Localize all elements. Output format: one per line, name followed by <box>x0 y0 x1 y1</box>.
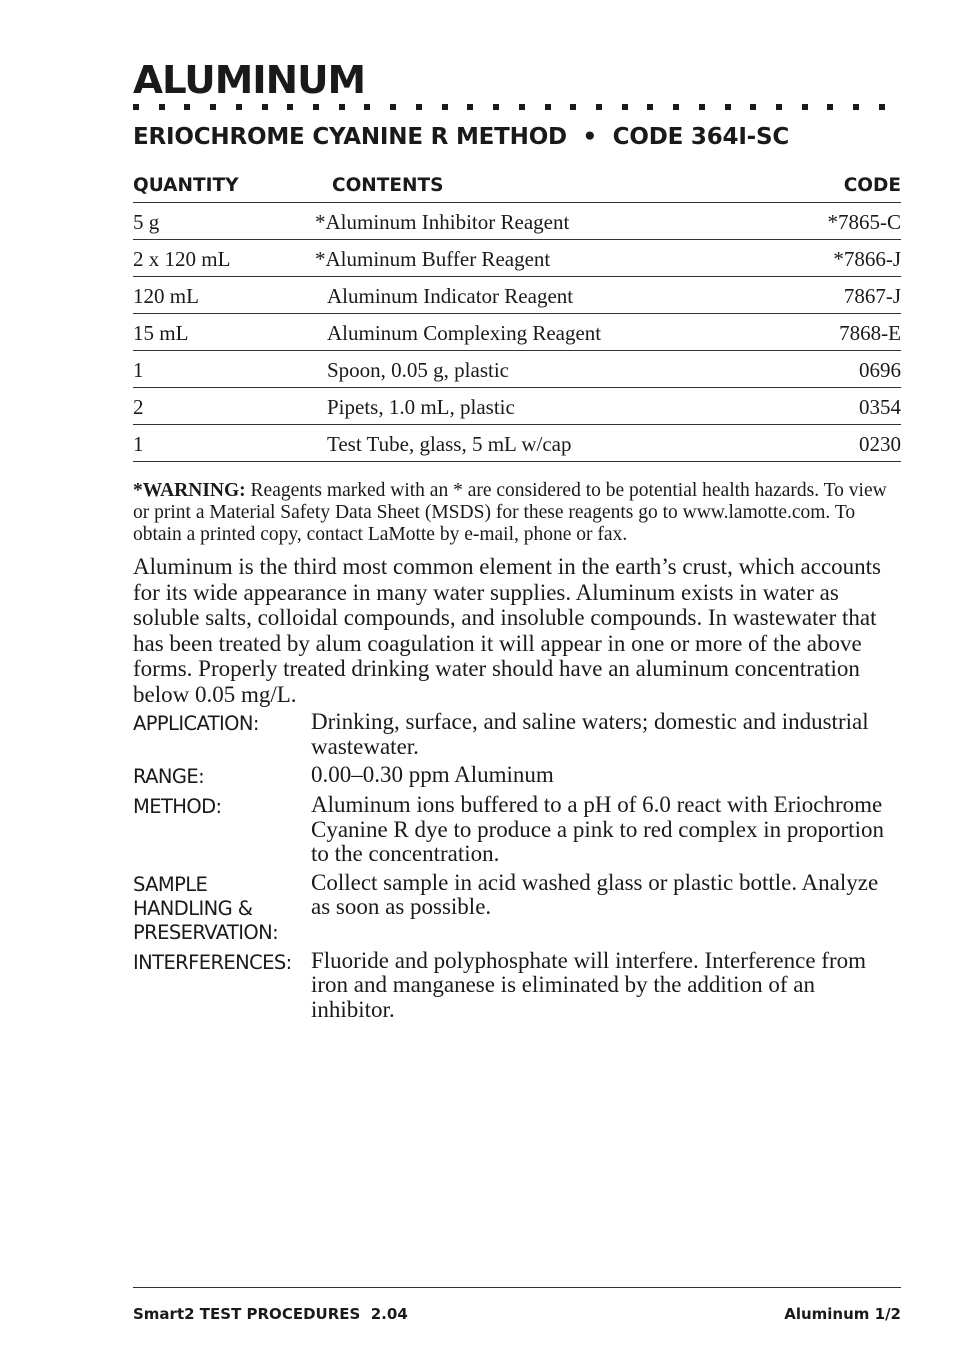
contents-cell: Aluminum Indicator Reagent <box>315 277 781 314</box>
table-row <box>133 314 901 351</box>
definition-term: METHOD: <box>133 795 222 818</box>
dot <box>519 104 525 110</box>
dot <box>184 104 190 110</box>
dot <box>776 104 782 110</box>
footer-left: Smart2 TEST PROCEDURES 2.04 <box>133 1305 408 1323</box>
page-footer <box>133 1305 901 1323</box>
quantity-header: QUANTITY <box>133 172 315 203</box>
dot <box>596 104 602 110</box>
table-row <box>133 203 901 240</box>
dotted-rule <box>133 102 885 112</box>
dot <box>545 104 551 110</box>
code-cell: *7865-C <box>781 203 901 240</box>
definition-row <box>133 793 901 867</box>
dot <box>622 104 628 110</box>
dot <box>313 104 319 110</box>
quantity-cell: 120 mL <box>133 277 315 314</box>
dot <box>853 104 859 110</box>
definition-description: Collect sample in acid washed glass or plastic bottle. Analyze as soon as possible. <box>311 869 879 919</box>
warning-label: *WARNING: <box>133 480 246 501</box>
page-title: ALUMINUM <box>133 58 366 102</box>
contents-cell: Test Tube, glass, 5 mL w/cap <box>315 425 781 462</box>
dot <box>570 104 576 110</box>
table-row <box>133 240 901 277</box>
definition-term: SAMPLE HANDLING & PRESERVATION: <box>133 872 279 944</box>
warning-note <box>133 480 901 546</box>
dot <box>827 104 833 110</box>
table-header-row <box>133 172 901 203</box>
dot <box>390 104 396 110</box>
definition-term: RANGE: <box>133 765 205 788</box>
dot <box>210 104 216 110</box>
quantity-cell: 1 <box>133 351 315 388</box>
code-cell: 0230 <box>781 425 901 462</box>
code-cell: 0696 <box>781 351 901 388</box>
definition-description: Aluminum ions buffered to a pH of 6.0 react with Eriochrome Cyanine R dye to produce a pink to red complex in proportion to the concentration. <box>311 792 884 866</box>
code-header: CODE <box>781 172 901 203</box>
definition-list <box>133 710 901 1022</box>
dot <box>442 104 448 110</box>
method-subtitle: ERIOCHROME CYANINE R METHOD • CODE 364I-SC <box>133 124 790 150</box>
definition-row <box>133 949 901 1023</box>
dot <box>262 104 268 110</box>
definition-term: INTERFERENCES: <box>133 950 292 974</box>
contents-header: CONTENTS <box>315 172 781 203</box>
dot <box>416 104 422 110</box>
dot <box>647 104 653 110</box>
definition-row <box>133 871 901 945</box>
dot <box>725 104 731 110</box>
dot <box>699 104 705 110</box>
quantity-cell: 2 x 120 mL <box>133 240 315 277</box>
code-cell: 7868-E <box>781 314 901 351</box>
contents-cell: Aluminum Complexing Reagent <box>315 314 781 351</box>
dot <box>339 104 345 110</box>
contents-cell: *Aluminum Inhibitor Reagent <box>315 203 781 240</box>
dot <box>879 104 885 110</box>
quantity-cell: 2 <box>133 388 315 425</box>
dot <box>133 104 139 110</box>
quantity-cell: 5 g <box>133 203 315 240</box>
dot <box>673 104 679 110</box>
code-cell: *7866-J <box>781 240 901 277</box>
table-row <box>133 388 901 425</box>
quantity-cell: 1 <box>133 425 315 462</box>
document-page <box>133 58 901 1022</box>
dot <box>802 104 808 110</box>
definition-row <box>133 763 901 789</box>
dot <box>493 104 499 110</box>
code-cell: 0354 <box>781 388 901 425</box>
definition-description: 0.00–0.30 ppm Aluminum <box>311 762 554 787</box>
dot <box>467 104 473 110</box>
dot <box>287 104 293 110</box>
contents-cell: *Aluminum Buffer Reagent <box>315 240 781 277</box>
dot <box>750 104 756 110</box>
dot <box>236 104 242 110</box>
quantity-cell: 15 mL <box>133 314 315 351</box>
definition-row <box>133 710 901 759</box>
dot <box>159 104 165 110</box>
footer-right: Aluminum 1/2 <box>784 1305 901 1323</box>
definition-term: APPLICATION: <box>133 712 259 735</box>
contents-cell: Pipets, 1.0 mL, plastic <box>315 388 781 425</box>
contents-cell: Spoon, 0.05 g, plastic <box>315 351 781 388</box>
footer-rule <box>133 1287 901 1288</box>
table-row <box>133 425 901 462</box>
warning-text: Reagents marked with an * are considered to be potential health hazards. To view or print a Material Safety Data Sheet (MSDS) for these reagents go to www.lamotte.com. To obtain a printed copy, contact LaMotte by e-mail, phone or fax. <box>133 480 887 545</box>
code-cell: 7867-J <box>781 277 901 314</box>
intro-paragraph: Aluminum is the third most common element in the earth’s crust, which accounts for its wide appearance in many water supplies. Aluminum exists in water as soluble salts, colloidal compounds, and insoluble compounds. In wastewater that has been treated by alum coagulation it will appear in one or more of the above forms. Properly treated drinking water should have an aluminum concentration below 0.05 mg/L. <box>133 554 881 707</box>
table-row <box>133 277 901 314</box>
definition-description: Drinking, surface, and saline waters; domestic and industrial wastewater. <box>311 709 869 759</box>
contents-table <box>133 172 901 462</box>
definition-description: Fluoride and polyphosphate will interfere. Interference from iron and manganese is eliminated by the addition of an inhibitor. <box>311 947 866 1022</box>
dot <box>364 104 370 110</box>
table-row <box>133 351 901 388</box>
